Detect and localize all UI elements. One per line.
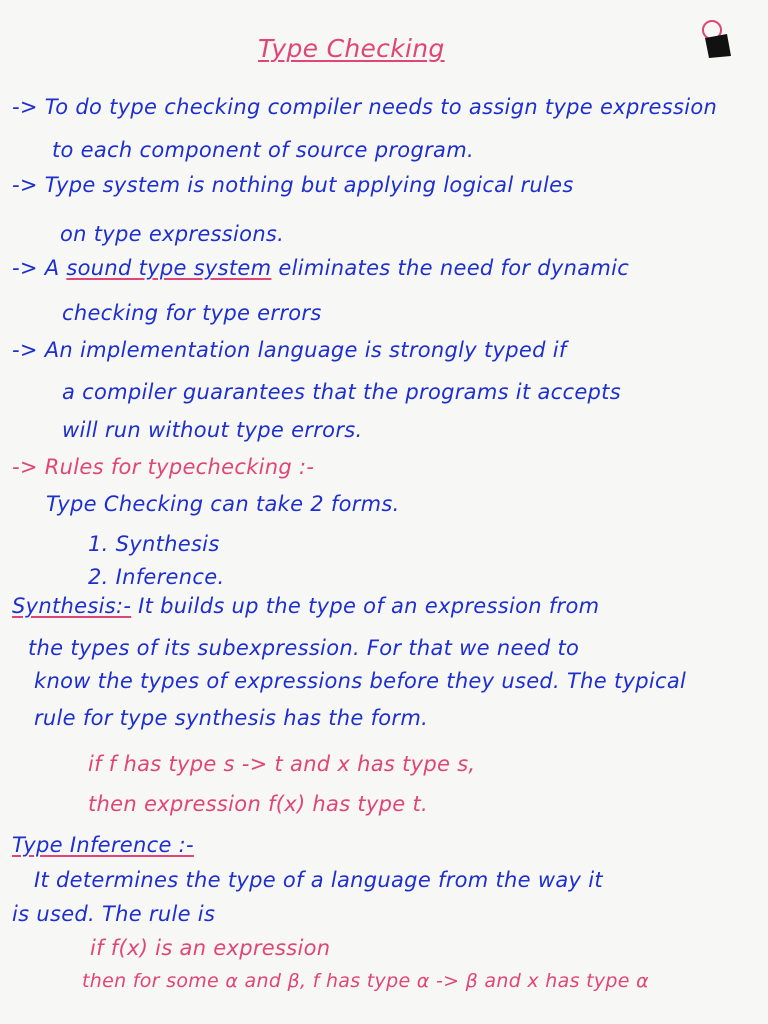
note-line-8: a compiler guarantees that the programs it accepts	[62, 380, 621, 404]
note-line-21: It determines the type of a language from the way it	[34, 868, 603, 892]
note-line-1: -> To do type checking compiler needs to assign type expression	[12, 95, 718, 119]
synthesis-rule-line-2: then expression f(x) has type t.	[88, 792, 429, 816]
note-line-22: is used. The rule is	[12, 902, 216, 926]
note-line-16: know the types of expressions before they used. The typical	[34, 669, 687, 693]
note-line-14	[12, 594, 599, 618]
note-line-2: to each component of source program.	[52, 138, 474, 162]
inference-rule-line-1: if f(x) is an expression	[90, 936, 331, 960]
note-line-17: rule for type synthesis has the form.	[34, 706, 429, 730]
page-title: Type Checking	[258, 34, 445, 63]
type-inference-heading: Type Inference :-	[12, 833, 194, 857]
note-line-15: the types of its subexpression. For that we need to	[28, 636, 580, 660]
list-item-synthesis: 1. Synthesis	[88, 532, 220, 556]
note-line-7: -> An implementation language is strongly typed if	[12, 338, 567, 362]
note-line-6: checking for type errors	[62, 301, 322, 325]
corner-ink-mark	[697, 18, 737, 62]
note-line-11: Type Checking can take 2 forms.	[46, 492, 400, 516]
synthesis-heading: Synthesis:-	[12, 594, 132, 618]
note-line-5-prefix: -> A	[12, 256, 67, 280]
note-line-5	[12, 256, 629, 280]
rules-heading: -> Rules for typechecking :-	[12, 455, 315, 479]
note-line-4: on type expressions.	[60, 222, 285, 246]
list-item-inference: 2. Inference.	[88, 565, 225, 589]
synthesis-rule-line-1: if f has type s -> t and x has type s,	[88, 752, 476, 776]
synthesis-intro: It builds up the type of an expression from	[131, 594, 600, 618]
note-line-3: -> Type system is nothing but applying logical rules	[12, 173, 574, 197]
note-line-9: will run without type errors.	[62, 418, 363, 442]
note-line-5-rest: eliminates the need for dynamic	[271, 256, 630, 280]
inference-rule-line-2: then for some α and β, f has type α -> β and x has type α	[82, 970, 649, 992]
sound-type-system-term: sound type system	[66, 256, 272, 280]
